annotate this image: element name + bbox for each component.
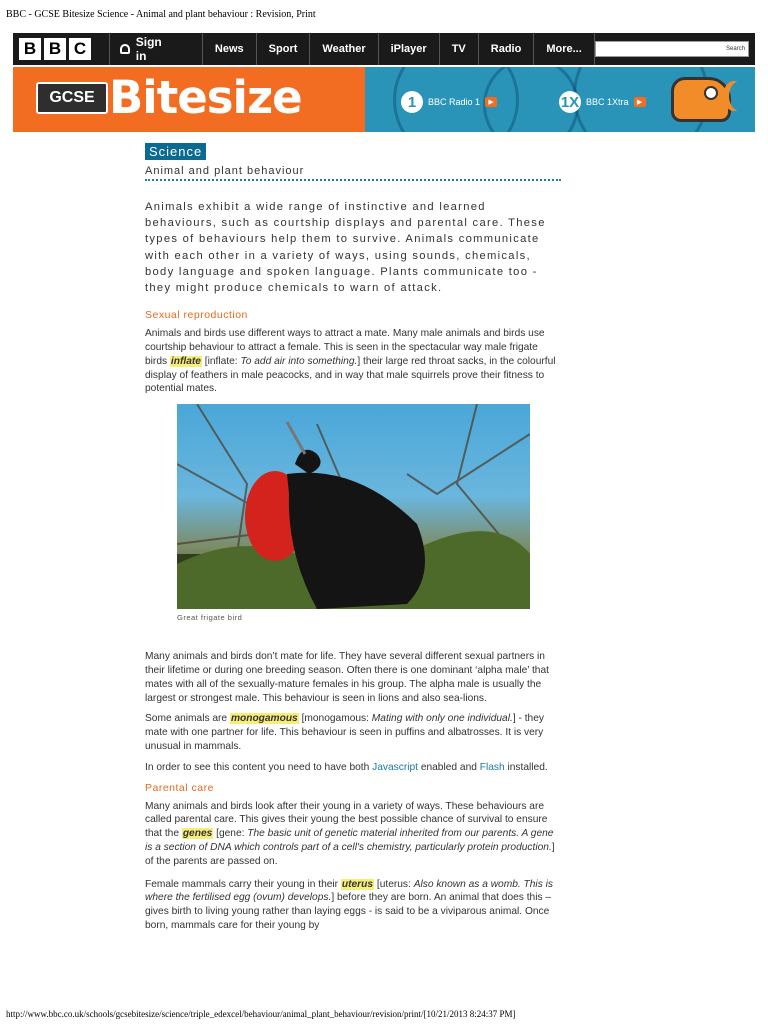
moon-icon (729, 81, 751, 111)
frigate-bird-photo (177, 404, 530, 609)
glossary-term-inflate[interactable]: inflate (170, 355, 201, 367)
text: ] before they are born. An animal that does this – gives birth to living young rather than laying eggs - is said to be a viviparous animal. Once born, mammals care for their young by (145, 892, 552, 931)
glossary-term-uterus[interactable]: uterus (341, 878, 374, 890)
search-button[interactable]: Search (725, 46, 745, 52)
text: ] their large red throat sacks, in the colourful display of feathers in male peacocks, and in way that male squirrels prove their fitness to potential mates. (145, 355, 556, 395)
1xtra-link[interactable] (559, 91, 646, 113)
glossary-definition: Also known as a womb. This is where the fertilised egg (ovum) develops. (145, 878, 553, 904)
javascript-link[interactable]: Javascript (372, 761, 418, 773)
text: ] of the parents are passed on. (145, 841, 555, 867)
paragraph-plugin-notice (145, 761, 561, 775)
text: enabled and (417, 761, 480, 773)
frigate-bird-illustration (177, 404, 530, 609)
science-tag[interactable]: Science (145, 143, 206, 160)
nav-news[interactable]: News (203, 33, 257, 65)
glossary-def-label: [uterus: (376, 878, 414, 890)
paragraph-alpha-male: Many animals and birds don’t mate for life. They have several different sexual partners in their lifetime or during one breeding season. Often there is one dominant ‘alpha male’ that mates with all of the sexually-mature females in his group. The alpha male is usually the largest or strongest male. This behaviour is seen in lions and also sea-lions. (145, 651, 549, 704)
user-icon (120, 44, 130, 54)
intro-paragraph: Animals exhibit a wide range of instinctive and learned behaviours, such as courtship displays and parental care. These types of behaviours help them to survive. Animals communicate with each other in a variety of ways, using sounds, chemicals, body language and spoken language. Plants communicate too - they might produce chemicals to warn of attack. (145, 201, 546, 295)
bitesize-mascot-icon (671, 77, 731, 122)
nav-weather[interactable]: Weather (310, 33, 378, 65)
radio1-icon: 1 (401, 91, 423, 113)
1xtra-label: BBC 1Xtra (586, 97, 629, 107)
radio1-link[interactable] (401, 91, 497, 113)
page-title: Animal and plant behaviour (145, 165, 561, 181)
sign-in-label: Sign in (135, 35, 162, 63)
heading-sexual-reproduction: Sexual reproduction (145, 309, 248, 322)
nav-sport[interactable]: Sport (257, 33, 311, 65)
text: In order to see this content you need to have both (145, 761, 373, 773)
speaker-icon: ▶ (485, 97, 497, 107)
text: Animals and birds use different ways to attract a mate. Many male animals and birds use courtship behaviour to attract a female. This is seen in the spectacular way male frigate birds (145, 328, 545, 367)
text: installed. (504, 761, 548, 773)
flash-link[interactable]: Flash (479, 761, 505, 773)
figure (177, 404, 530, 622)
glossary-def-label: [monogamous: (301, 713, 372, 725)
glossary-def-label: [inflate: (204, 355, 241, 367)
gcse-logo[interactable]: GCSE (36, 82, 108, 114)
bitesize-logo[interactable]: Bitesize (109, 71, 302, 124)
nav-more[interactable]: More... (534, 33, 594, 65)
speaker-icon: ▶ (634, 97, 646, 107)
paragraph-courtship (145, 327, 561, 396)
print-header: BBC - GCSE Bitesize Science - Animal and plant behaviour : Revision, Print (6, 9, 316, 20)
print-footer: http://www.bbc.co.uk/schools/gcsebitesize/science/triple_edexcel/behaviour/animal_plant_behaviour/revision/print/[10/21/2013 8:24:37 PM] (6, 1009, 516, 1019)
nav-iplayer[interactable]: iPlayer (379, 33, 440, 65)
text: ] - they mate with one partner for life. This behaviour is seen in puffins and albatrosses. It is very unusual in mammals. (145, 713, 544, 752)
sign-in-link[interactable] (109, 33, 203, 65)
nav-tv[interactable]: TV (440, 33, 479, 65)
paragraph-uterus (145, 878, 561, 933)
bbc-logo-letter: B (19, 38, 41, 60)
article-content (145, 143, 561, 940)
glossary-definition: The basic unit of genetic material inherited from our parents. A gene is a section of DNA which controls part of a cell's chemistry, particularly protein production. (145, 828, 554, 853)
paragraph-monogamous (145, 712, 561, 753)
glossary-term-genes[interactable]: genes (182, 828, 213, 840)
heading-parental-care: Parental care (145, 781, 214, 794)
text: Some animals are (145, 713, 230, 725)
mascot-eye (704, 86, 718, 100)
search-input[interactable] (595, 41, 749, 57)
figure-caption: Great frigate bird (177, 613, 243, 623)
glossary-definition: Mating with only one individual. (371, 713, 513, 725)
bbc-logo-letter: B (44, 38, 66, 60)
bbc-logo[interactable] (19, 38, 91, 60)
bitesize-banner (13, 67, 755, 132)
glossary-def-label: [gene: (216, 828, 248, 840)
paragraph-parental-care (145, 800, 561, 869)
radio1-label: BBC Radio 1 (428, 97, 481, 107)
bbc-navigation-bar (13, 33, 755, 65)
nav-radio[interactable]: Radio (479, 33, 535, 65)
bbc-logo-letter: C (69, 38, 91, 60)
glossary-term-monogamous[interactable]: monogamous (230, 713, 298, 725)
bbc-nav-links (203, 33, 595, 65)
1xtra-icon: 1X (559, 91, 581, 113)
text: Female mammals carry their young in their (145, 878, 341, 890)
glossary-definition: To add air into something. (240, 355, 358, 367)
text: Many animals and birds look after their young in a variety of ways. These behaviours are called parental care. This gives their young the best possible chance of survival to ensure that the (145, 800, 548, 840)
